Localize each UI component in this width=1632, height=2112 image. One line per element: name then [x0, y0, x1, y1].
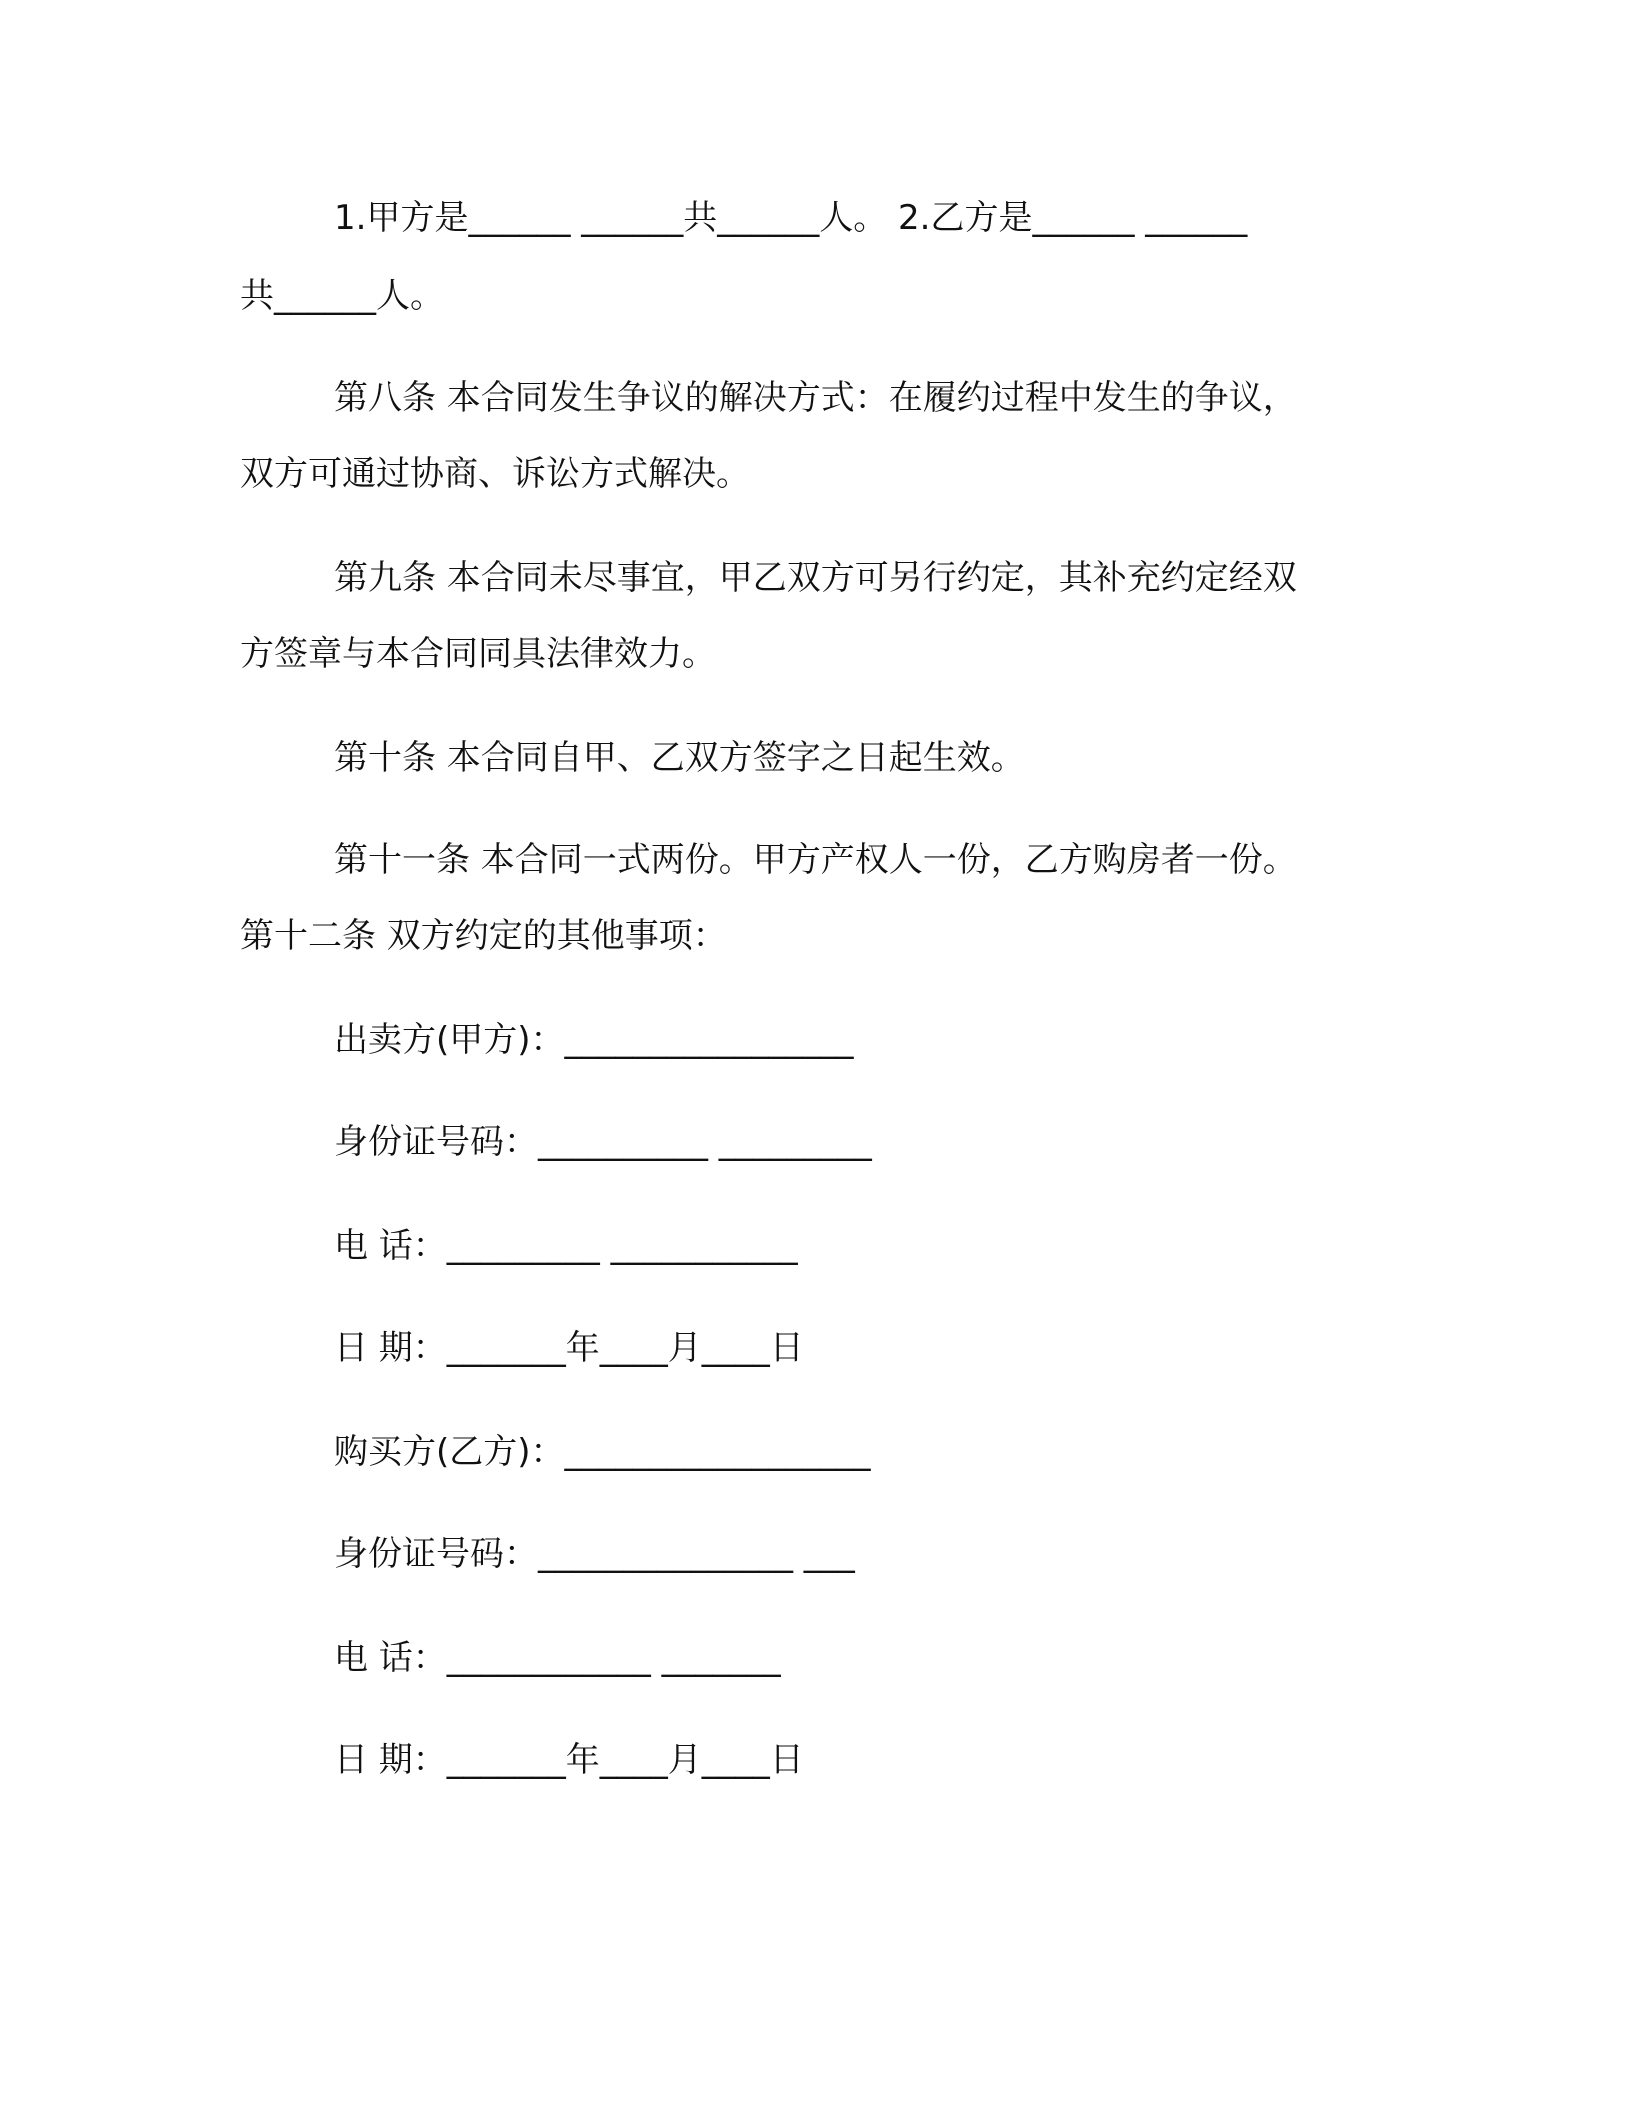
- seller-phone-field: 电 话：_________ ___________: [334, 1226, 798, 1266]
- buyer-phone-field: 电 话：____________ _______: [334, 1638, 781, 1678]
- article-8-line-2: 双方可通过协商、诉讼方式解决。: [240, 454, 750, 494]
- article-8-line-1: 第八条 本合同发生争议的解决方式：在履约过程中发生的争议，: [334, 378, 1297, 418]
- seller-signature-field: 出卖方(甲方)：_________________: [334, 1020, 854, 1060]
- buyer-date-field: 日 期：_______年____月____日: [334, 1740, 804, 1780]
- buyer-signature-field: 购买方(乙方)：__________________: [334, 1432, 871, 1472]
- article-9-line-2: 方签章与本合同同具法律效力。: [240, 634, 716, 674]
- article-11: 第十一条 本合同一式两份。甲方产权人一份，乙方购房者一份。: [334, 840, 1297, 880]
- parties-line-2: 共______人。: [240, 276, 444, 316]
- parties-line-1: 1.甲方是______ ______共______人。 2.乙方是______ ______: [334, 198, 1248, 238]
- seller-date-field: 日 期：_______年____月____日: [334, 1328, 804, 1368]
- article-9-line-1: 第九条 本合同未尽事宜，甲乙双方可另行约定，其补充约定经双: [334, 558, 1297, 598]
- seller-id-field: 身份证号码：__________ _________: [334, 1122, 872, 1162]
- buyer-id-field: 身份证号码：_______________ ___: [334, 1534, 855, 1574]
- article-12: 第十二条 双方约定的其他事项：: [240, 916, 727, 956]
- article-10: 第十条 本合同自甲、乙双方签字之日起生效。: [334, 738, 1025, 778]
